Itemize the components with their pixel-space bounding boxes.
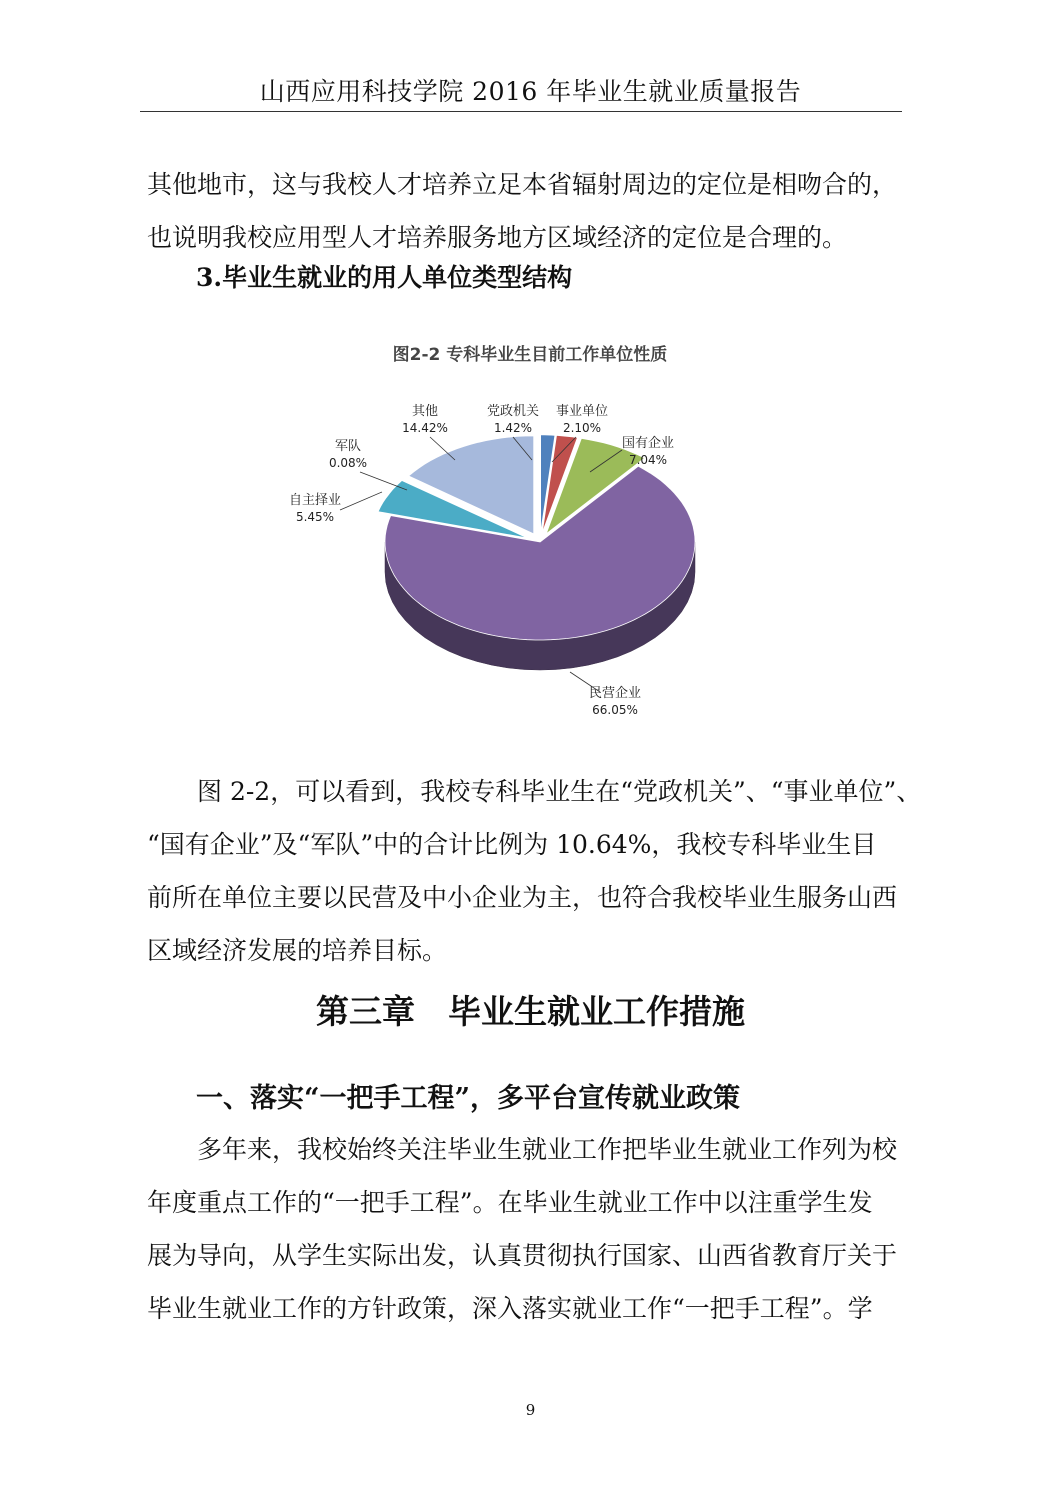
slice-label: 国有企业	[621, 436, 675, 451]
text-line: 图 2-2，可以看到，我校专科毕业生在“党政机关”、“事业单位”、	[197, 777, 922, 806]
pie-chart-figure	[270, 320, 790, 740]
pie-chart	[270, 320, 790, 740]
text-line: “国有企业”及“军队”中的合计比例为 10.64%，我校专科毕业生目	[147, 830, 877, 859]
leader-line	[340, 492, 382, 510]
section-title: 一、落实“一把手工程”，多平台宣传就业政策	[196, 1083, 741, 1114]
text-line: 其他地市，这与我校人才培养立足本省辐射周边的定位是相吻合的，	[147, 170, 898, 199]
slice-value-label: 0.08%	[328, 456, 368, 470]
slice-value-label: 1.42%	[493, 421, 533, 435]
slice-value-label: 5.45%	[295, 510, 335, 524]
text-line: 年度重点工作的“一把手工程”。在毕业生就业工作中以注重学生发	[147, 1188, 873, 1217]
slice-label: 民营企业	[588, 686, 642, 701]
body-paragraph	[147, 1123, 907, 1335]
slice-label: 事业单位	[555, 404, 609, 419]
slice-label: 党政机关	[486, 404, 540, 419]
text-line: 也说明我校应用型人才培养服务地方区域经济的定位是合理的。	[147, 223, 848, 252]
analysis-paragraph	[147, 765, 922, 977]
intro-paragraph	[147, 158, 907, 264]
slice-label: 其他	[411, 404, 439, 419]
text-line: 前所在单位主要以民营及中小企业为主，也符合我校毕业生服务山西	[147, 883, 898, 912]
slice-value-label: 14.42%	[402, 421, 448, 435]
slice-label: 军队	[334, 439, 362, 454]
leader-line	[360, 472, 407, 490]
chart-title: 图2-2 专科毕业生目前工作单位性质	[392, 345, 668, 365]
leader-line	[570, 672, 600, 692]
slice-value-label: 7.04%	[628, 453, 668, 467]
subheading: 3.毕业生就业的用人单位类型结构	[196, 263, 573, 292]
slice-value-label: 66.05%	[592, 703, 638, 717]
page-header-title: 山西应用科技学院 2016 年毕业生就业质量报告	[259, 77, 802, 106]
chapter-title: 第三章 毕业生就业工作措施	[316, 992, 745, 1031]
header-divider	[140, 111, 902, 112]
slice-label: 自主择业	[288, 493, 342, 508]
text-line: 多年来，我校始终关注毕业生就业工作把毕业生就业工作列为校	[197, 1135, 898, 1164]
slice-value-label: 2.10%	[562, 421, 602, 435]
text-line: 区域经济发展的培养目标。	[147, 936, 448, 965]
text-line: 展为导向，从学生实际出发，认真贯彻执行国家、山西省教育厅关于	[147, 1241, 898, 1270]
text-line: 毕业生就业工作的方针政策，深入落实就业工作“一把手工程”。学	[147, 1294, 873, 1323]
page-number: 9	[525, 1401, 536, 1419]
